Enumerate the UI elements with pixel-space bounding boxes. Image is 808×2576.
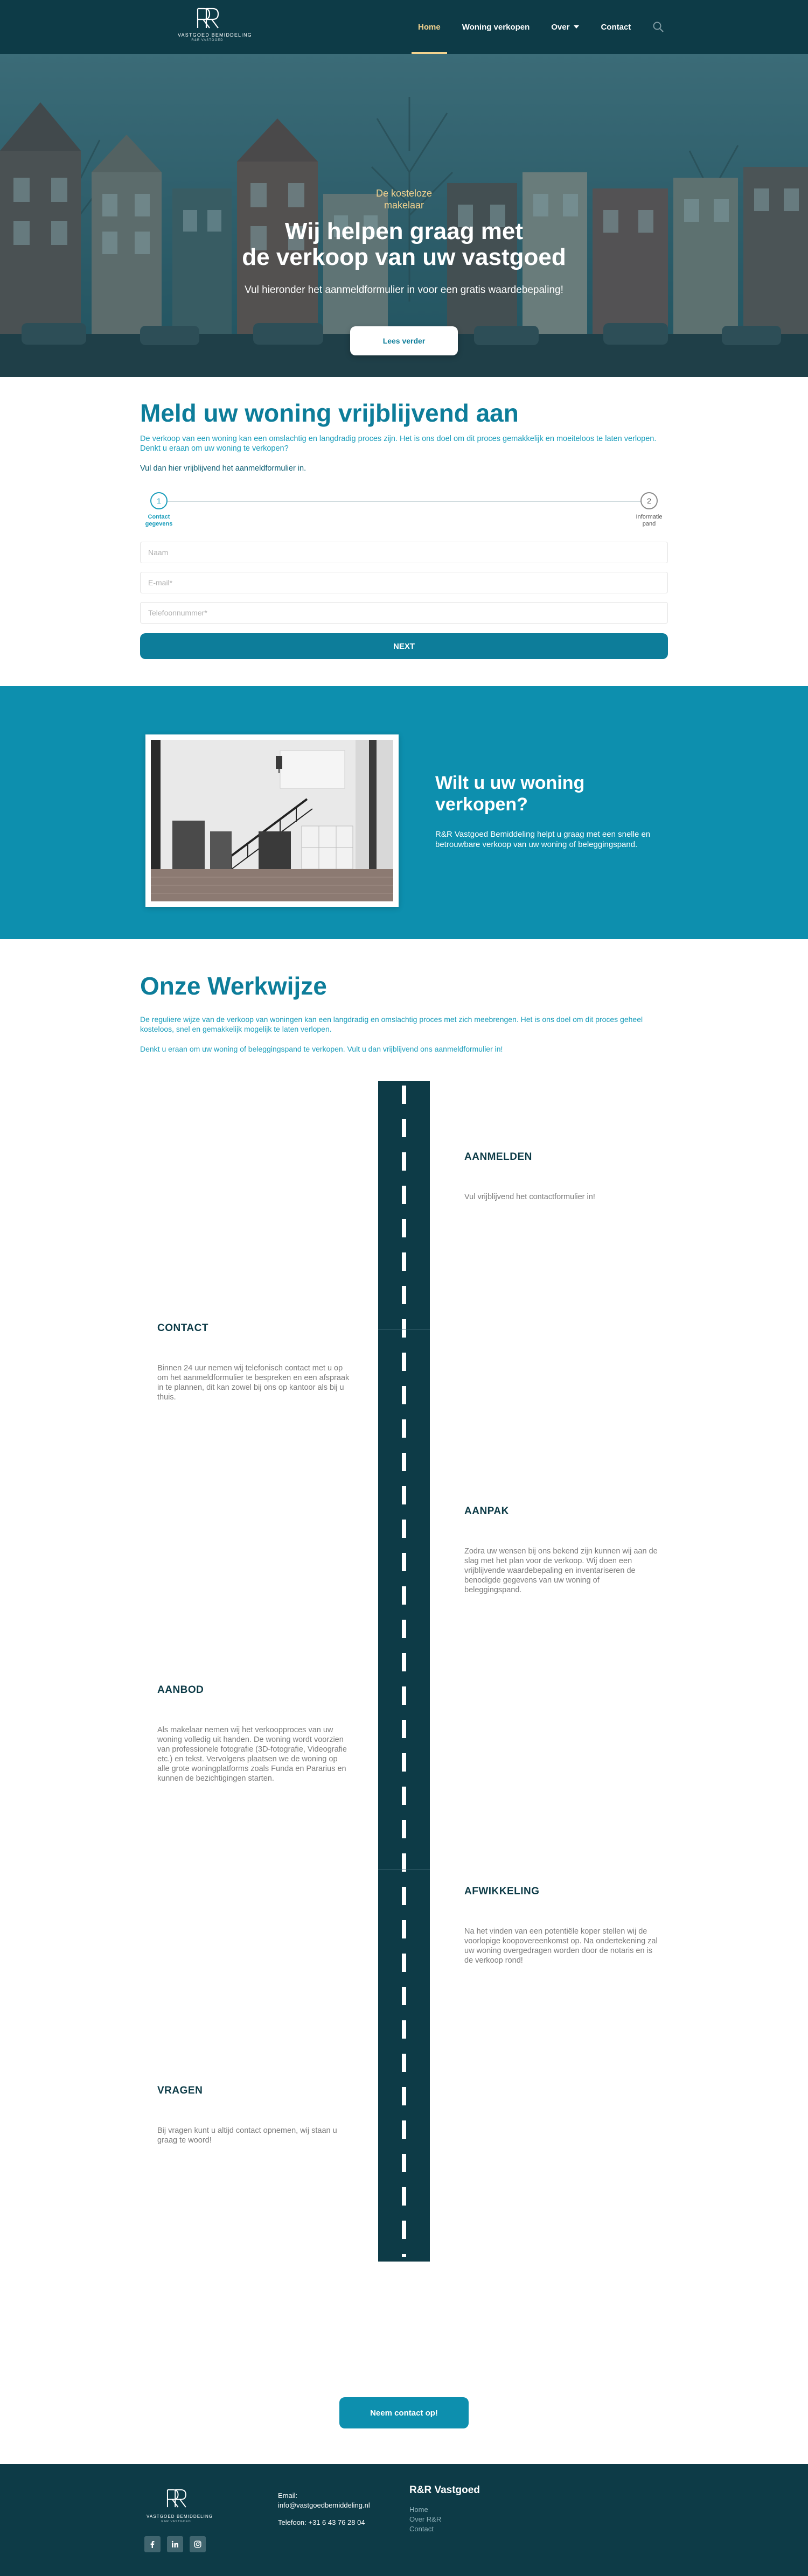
form-steps [140, 492, 668, 530]
facebook-icon[interactable] [144, 2536, 161, 2552]
logo-brand-text: VASTGOED BEMIDDELING [178, 32, 252, 38]
form-title: Meld uw woning vrijblijvend aan [140, 399, 519, 427]
form-note: Vul dan hier vrijblijvend het aanmeldformulier in. [140, 464, 307, 473]
timeline-heading: VRAGEN [157, 2085, 203, 2096]
footer-logo-brand: VASTGOED BEMIDDELING [147, 2514, 213, 2519]
timeline-text: Binnen 24 uur nemen wij telefonisch contact met u op om het aanmeldformulier te bespreken en een afspraak in te plannen, dit kan zowel bij ons op kantoor als bij u thuis. [157, 1364, 350, 1402]
timeline-item-afwikkeling [464, 1886, 658, 1965]
read-more-button[interactable]: Lees verder [350, 326, 458, 355]
site-footer [0, 2464, 808, 2576]
step-contact-label: Contact gegevens [145, 514, 173, 527]
form-intro: De verkoop van een woning kan een omslachtig en langdradig proces zijn. Het is ons doel om dit proces gemakkelijk en moeiteloos te laten verlopen. Denkt u eraan om uw woning te verkopen? [140, 435, 657, 453]
timeline-heading: AFWIKKELING [464, 1886, 540, 1897]
sell-title: Wilt u uw woning verkopen? [435, 773, 585, 815]
phone-field[interactable] [140, 602, 668, 624]
timeline-text: Na het vinden van een potentiële koper stellen wij de voorlopige koopovereenkomst op. Na ondertekening zal uw woning overgedragen worden door de notaris en is de verkoop rond! [464, 1927, 658, 1965]
sell-photo [145, 734, 399, 907]
chevron-down-icon [574, 25, 579, 29]
timeline-item-aanpak [464, 1506, 658, 1595]
timeline-heading: AANBOD [157, 1684, 204, 1696]
sell-section [0, 686, 808, 939]
footer-logo[interactable] [147, 2488, 213, 2523]
timeline-text: Bij vragen kunt u altijd contact opnemen, wij staan u graag te woord! [157, 2126, 337, 2145]
logo-mark-icon [192, 6, 222, 30]
hero-title-line-1: Wij helpen graag met [284, 218, 524, 244]
contact-us-button[interactable]: Neem contact op! [339, 2397, 469, 2428]
footer-link-contact[interactable]: Contact [409, 2525, 434, 2533]
timeline-text: Zodra uw wensen bij ons bekend zijn kunnen wij aan de slag met het plan voor de verkoop. Wij doen een vrijblijvende waardebepaling en inventariseren de benodigde gegevens van uw woning of beleggingspand. [464, 1547, 658, 1594]
timeline-item-aanmelden [464, 1151, 658, 1202]
footer-email-block [278, 2491, 370, 2510]
footer-heading: R&R Vastgoed [409, 2484, 480, 2496]
nav-item-contact[interactable]: Contact [601, 22, 631, 32]
nav-item-home[interactable]: Home [418, 0, 441, 54]
step-progress-line [158, 501, 650, 502]
logo-sub-text: R&R VASTGOED [191, 39, 224, 42]
werkwijze-intro: De reguliere wijze van de verkoop van woningen kan een langdradig en omslachtig proces met zich meebrengen. Het is ons doel om dit proces geheel kosteloos, snel en gemakkelijk mogelijk te laten verlopen. [140, 1015, 643, 1033]
footer-phone[interactable]: Telefoon: +31 6 43 76 28 04 [278, 2518, 365, 2526]
search-icon[interactable] [652, 20, 665, 33]
timeline-item-contact [157, 1322, 351, 1402]
house-facade-illustration [151, 740, 393, 901]
footer-link-over[interactable]: Over R&R [409, 2515, 442, 2523]
hero-subtitle: Vul hieronder het aanmeldformulier in voor een gratis waardebepaling! [245, 284, 563, 296]
timeline-heading: CONTACT [157, 1322, 208, 1334]
social-links [144, 2536, 212, 2552]
nav-item-woning-verkopen[interactable]: Woning verkopen [462, 22, 530, 32]
site-header [0, 0, 808, 54]
hero-section [0, 54, 808, 377]
timeline-item-aanbod [157, 1684, 351, 1783]
step-property-label: Informatie pand [636, 514, 663, 527]
nav-item-over-label: Over [551, 22, 570, 32]
hero-title [0, 219, 808, 270]
main-nav [418, 0, 652, 54]
step-contact[interactable] [140, 492, 178, 528]
werkwijze-title: Onze Werkwijze [140, 972, 327, 1000]
timeline-heading: AANPAK [464, 1506, 509, 1517]
next-button[interactable]: NEXT [140, 633, 668, 659]
timeline-heading: AANMELDEN [464, 1151, 532, 1163]
timeline-text: Vul vrijblijvend het contactformulier in! [464, 1193, 595, 1201]
timeline-road [378, 1081, 430, 2262]
timeline-text: Als makelaar nemen wij het verkoopproces van uw woning volledig uit handen. De woning wordt voorzien van professionele fotografie (3D-fotografie, Videografie etc.) en tekst. Vervolgens plaatsen we de woning op alle grote woningplatforms zoals Funda en Pararius en kunnen de bezichtigingen starten. [157, 1726, 347, 1783]
name-field[interactable] [140, 542, 668, 563]
hero-kicker-text: De kosteloze makelaar [375, 188, 433, 211]
instagram-icon[interactable] [190, 2536, 206, 2552]
sell-text: R&R Vastgoed Bemiddeling helpt u graag met een snelle en betrouwbare verkoop van uw woning of beleggingspand. [435, 830, 651, 849]
step-contact-number: 1 [150, 492, 168, 509]
timeline-item-vragen [157, 2085, 351, 2145]
footer-logo-sub: R&R VASTGOED [161, 2520, 191, 2523]
hero-kicker [0, 187, 808, 211]
road-dashes [402, 1086, 406, 2257]
werkwijze-cta-text: Denkt u eraan om uw woning of beleggingspand te verkopen. Vult u dan vrijblijvend ons aanmeldformulier in! [140, 1045, 503, 1053]
footer-email-label: Email: [278, 2491, 298, 2500]
footer-email-link[interactable]: info@vastgoedbemiddeling.nl [278, 2501, 370, 2509]
step-property-number: 2 [640, 492, 658, 509]
footer-links [409, 2505, 441, 2534]
site-logo[interactable] [178, 6, 252, 44]
email-field[interactable] [140, 572, 668, 593]
hero-title-line-2: de verkoop van uw vastgoed [242, 244, 566, 270]
step-property[interactable] [630, 492, 668, 528]
footer-link-home[interactable]: Home [409, 2505, 428, 2514]
footer-contact [278, 2491, 370, 2528]
footer-logo-mark-icon [147, 2488, 206, 2512]
nav-item-over[interactable] [551, 0, 579, 54]
linkedin-icon[interactable] [167, 2536, 183, 2552]
